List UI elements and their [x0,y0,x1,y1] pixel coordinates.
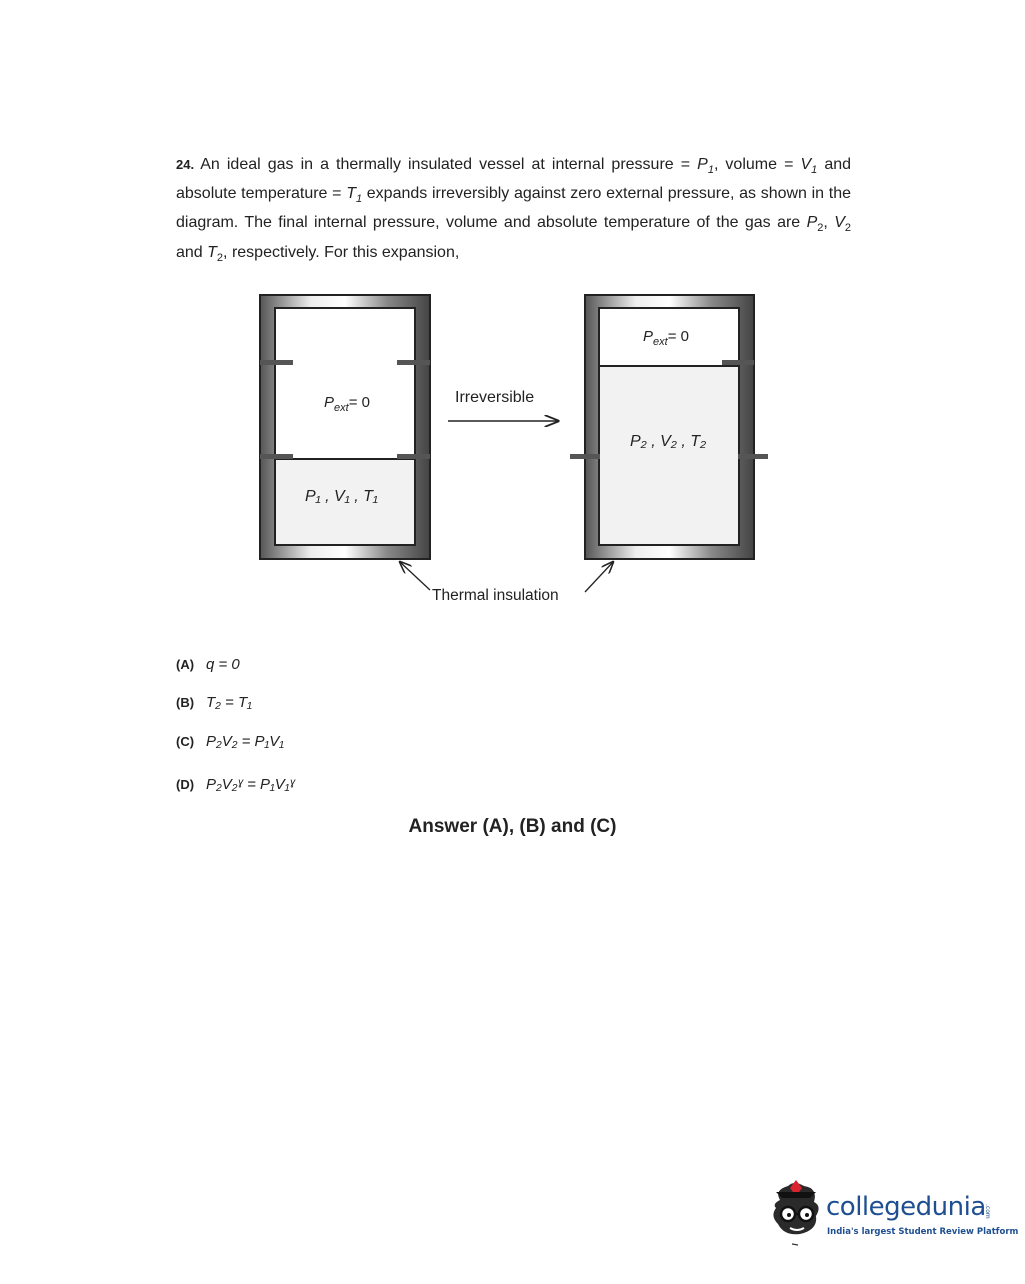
option-b [176,694,252,711]
left-gas-state: P₁ , V₁ , T₁ [305,488,378,505]
insulation-arrow-right [585,562,613,592]
option-label: (A) [176,657,195,672]
question-subscript: 2 [844,222,851,235]
stopper-right-lower [397,454,430,459]
stopper-right-upper [397,360,430,365]
question-segment: T [207,243,217,261]
expansion-diagram [0,0,1025,640]
option-expression: P₂V₂ˠ = P₁V₁ˠ [206,776,295,793]
stopper-right-lower-right [738,454,768,459]
question-segment: An ideal gas in a thermally insulated vessel at internal pressure = [200,156,698,173]
option-expression: q = 0 [206,656,240,673]
final-vessel [570,295,768,559]
question-subscript: 2 [817,222,824,235]
question-segment: P [806,214,818,232]
question-segment: , volume = [713,156,801,173]
collegedunia-logo [766,1176,1019,1256]
question-subscript: 1 [355,193,363,206]
question-segment: V [800,156,812,173]
right-gas-state: P₂ , V₂ , T₂ [630,433,707,450]
question-segment: , [823,214,835,232]
insulation-arrow-left [400,562,430,590]
question-segment: and [176,243,208,261]
initial-vessel [260,295,430,559]
question-segment: , respectively. For this expansion, [223,243,460,261]
option-label: (C) [176,734,195,749]
question-segment: V [834,214,845,232]
stopper-left-lower-right [570,454,600,459]
stopper-right-upper-right [722,360,754,365]
option-a [176,656,240,673]
option-c [176,733,284,750]
option-expression: P₂V₂ = P₁V₁ [206,733,285,750]
question-subscript: 2 [216,251,224,264]
option-label: (D) [176,777,195,792]
logo-suffix: .com [984,1204,991,1219]
option-expression: T₂ = T₁ [206,694,252,711]
insulation-label: Thermal insulation [432,587,559,604]
logo-tagline: India's largest Student Review Platform [827,1227,1019,1237]
question-subscript: 1 [811,164,818,177]
process-label: Irreversible [455,389,535,406]
answer-text: Answer (A), (B) and (C) [408,816,617,837]
logo-wordmark: collegedunia [826,1192,986,1222]
right-pext-label: $P_{ext}= 0$ [643,328,689,348]
question-segment: expands irreversibly against zero external pressure, as shown in the diagram. The final internal pressure, volume and absolute temperature of the gas are [176,185,852,232]
stopper-left-upper [260,360,293,365]
question-number: 24. [176,157,195,172]
question-segment: P [697,156,708,173]
question-segment: T [346,185,356,203]
left-pext-label: $P_{ext}= 0$ [324,394,370,414]
option-label: (B) [176,695,195,710]
stopper-left-lower [260,454,293,459]
question-subscript: 1 [707,164,714,177]
question-segment: and absolute temperature = [176,156,852,203]
mascot-icon [766,1176,826,1256]
option-d [176,776,295,793]
